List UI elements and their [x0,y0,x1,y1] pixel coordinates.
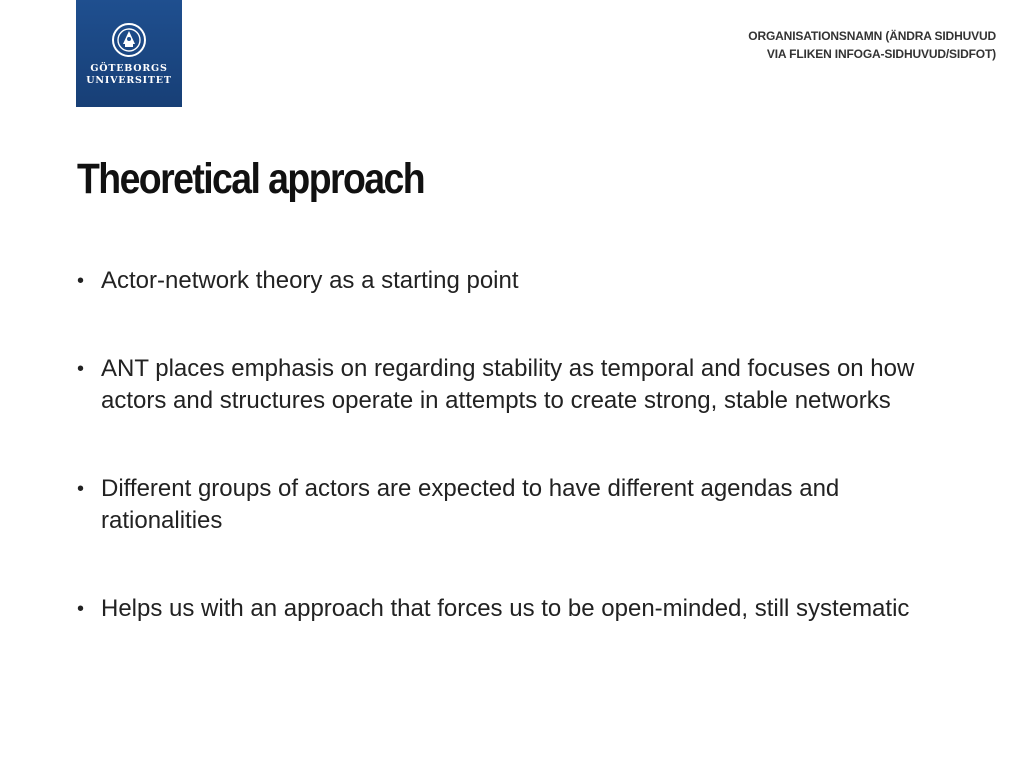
university-name-line-2: UNIVERSITET [86,75,172,86]
bullet-text: Different groups of actors are expected to have different agendas and rationalities [101,474,840,534]
organization-header-line-1: ORGANISATIONSNAMN (ÄNDRA SIDHUVUD [748,29,996,43]
organization-header-line-2: VIA FLIKEN INFOGA-SIDHUVUD/SIDFOT) [766,47,996,61]
bullet-item [77,265,917,298]
bullet-dot-icon: • [77,270,85,292]
bullet-text: Actor-network theory as a starting point [101,267,519,294]
organization-header [748,27,996,63]
university-name [76,63,182,87]
university-logo [76,0,182,107]
slide-title: Theoretical approach [77,155,425,203]
university-seal-icon [111,22,147,58]
bullet-text: Helps us with an approach that forces us to be open-minded, still systematic [101,594,910,622]
university-name-line-1: GÖTEBORGS [90,63,168,74]
bullet-dot-icon: • [77,477,85,500]
bullet-text: ANT places emphasis on regarding stability as temporal and focuses on how actors and structures operate in attempts to create strong, stable networks [101,354,915,414]
bullet-dot-icon: • [77,597,85,620]
bullet-item [77,353,917,418]
bullet-list [77,265,917,625]
bullet-item [77,473,917,538]
bullet-item [77,593,917,626]
bullet-dot-icon: • [77,357,85,380]
